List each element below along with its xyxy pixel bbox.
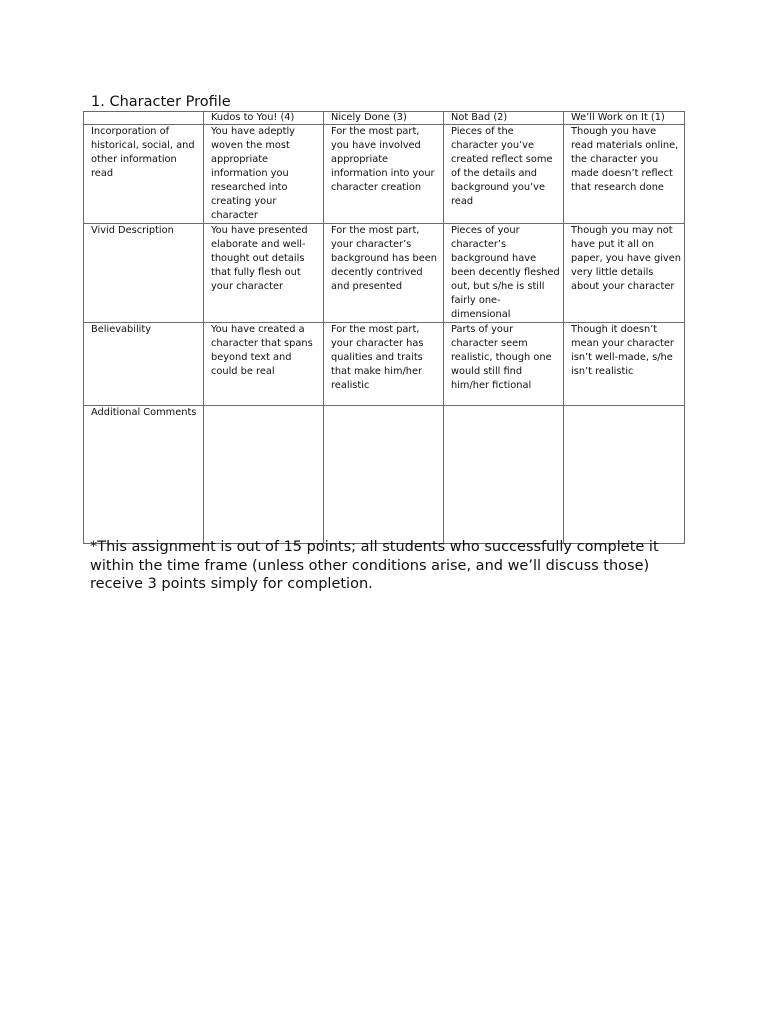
table-cell: For the most part, your character’s background has been decently contrived and presented <box>324 224 444 323</box>
table-row <box>84 406 685 544</box>
header-cell-criterion <box>84 112 204 125</box>
table-cell: For the most part, your character has qualities and traits that make him/her realistic <box>324 323 444 406</box>
table-row <box>84 125 685 224</box>
table-cell: Though you may not have put it all on paper, you have given very little details about your character <box>564 224 685 323</box>
header-cell-score-1: We’ll Work on It (1) <box>564 112 685 125</box>
table-cell: Though it doesn’t mean your character isn’t well-made, s/he isn’t realistic <box>564 323 685 406</box>
table-row <box>84 323 685 406</box>
table-cell: Pieces of the character you’ve created reflect some of the details and background you’ve read <box>444 125 564 224</box>
criterion-cell: Incorporation of historical, social, and other information read <box>84 125 204 224</box>
table-cell: You have created a character that spans beyond text and could be real <box>204 323 324 406</box>
rubric-table <box>83 111 685 544</box>
table-cell: Parts of your character seem realistic, though one would still find him/her fictional <box>444 323 564 406</box>
table-cell <box>324 406 444 544</box>
table-cell <box>564 406 685 544</box>
table-cell: For the most part, you have involved appropriate information into your character creation <box>324 125 444 224</box>
table-row <box>84 224 685 323</box>
header-cell-score-3: Nicely Done (3) <box>324 112 444 125</box>
table-cell: Pieces of your character’s background have been decently fleshed out, but s/he is still fairly one-dimensional <box>444 224 564 323</box>
header-row <box>84 112 685 125</box>
page-title: 1. Character Profile <box>91 94 231 110</box>
table-cell: Though you have read materials online, the character you made doesn’t reflect that research done <box>564 125 685 224</box>
table-cell <box>204 406 324 544</box>
footnote: *This assignment is out of 15 points; all students who successfully complete it within the time frame (unless other conditions arise, and we’ll discuss those) receive 3 points simply for completion. <box>90 539 659 592</box>
table-cell: You have presented elaborate and well-thought out details that fully flesh out your character <box>204 224 324 323</box>
criterion-cell: Believability <box>84 323 204 406</box>
header-cell-score-4: Kudos to You! (4) <box>204 112 324 125</box>
criterion-cell: Vivid Description <box>84 224 204 323</box>
criterion-cell: Additional Comments <box>84 406 204 544</box>
header-cell-score-2: Not Bad (2) <box>444 112 564 125</box>
table-cell: You have adeptly woven the most appropriate information you researched into creating your character <box>204 125 324 224</box>
table-cell <box>444 406 564 544</box>
